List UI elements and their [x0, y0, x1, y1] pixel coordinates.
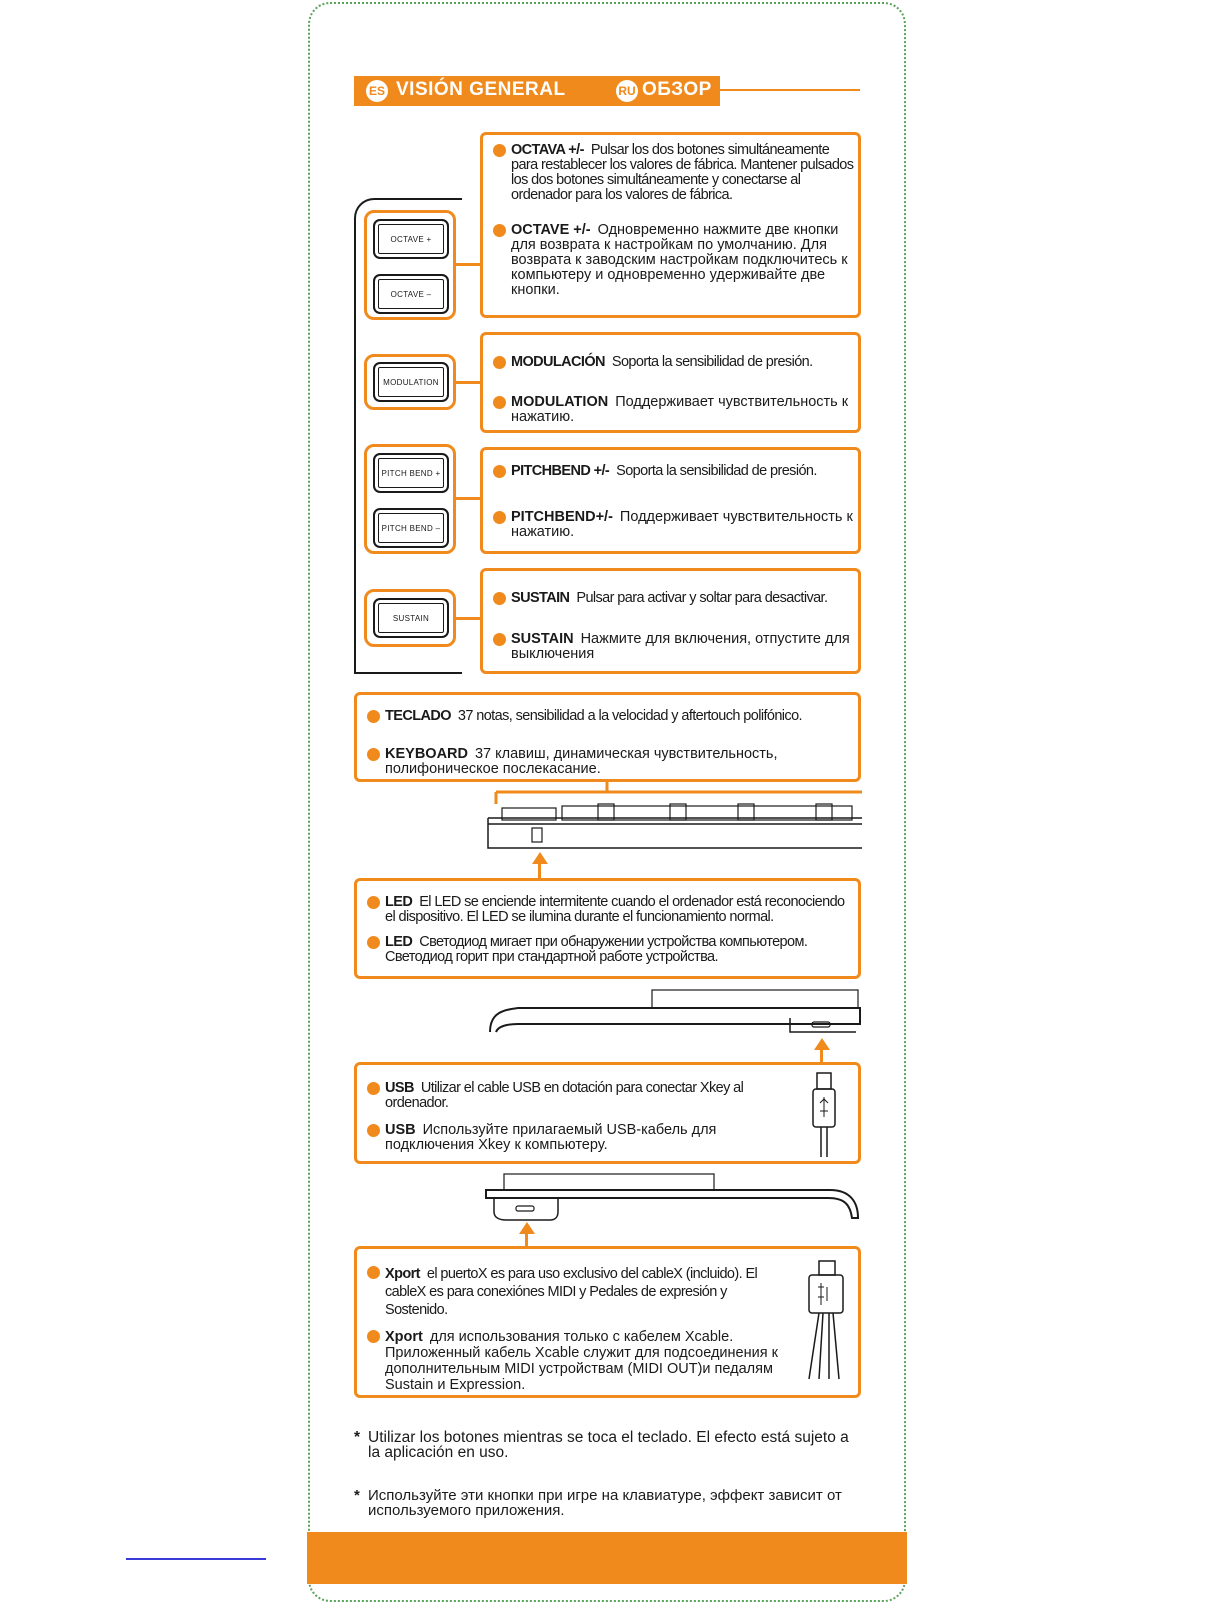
bullet-icon: [367, 1266, 380, 1279]
keyboard-top-shape: [504, 1174, 714, 1190]
led-info-box: [354, 878, 861, 979]
footnote-es-text: Utilizar los botones mientras se toca el teclado. El efecto está sujeto a la aplicación en uso.: [368, 1429, 849, 1461]
keyboard-body-shape: [488, 818, 862, 848]
keyboard-info-box: [354, 692, 861, 782]
usb-es-text: Utilizar el cable USB en dotación para conectar Xkey al ordenador.: [385, 1080, 744, 1111]
sustain-info-box: [480, 568, 861, 674]
sustain-connector: [456, 617, 480, 620]
bullet-icon: [493, 592, 506, 605]
pitchbend-ru-text: Поддерживает чувствительность к нажатию.: [511, 509, 853, 540]
octave-info-box: [480, 132, 861, 318]
sustain-ru-item: [493, 632, 854, 662]
keyboard-es-item: [367, 709, 854, 724]
es-language-badge: ES: [366, 80, 388, 102]
keyboard-side-body: [486, 1190, 858, 1218]
keyboard-ru-text: 37 клавиш, динамическая чувствительность, полифоническое послекасание.: [385, 746, 778, 777]
led-arrow-stem: [538, 863, 541, 878]
octave-ru-item: [493, 223, 854, 298]
led-es-term: LED: [385, 894, 413, 910]
pitchbend-ru-term: PITCHBEND+/-: [511, 509, 613, 525]
keyboard-ru-item: [367, 747, 854, 777]
keyboard-es-term: TECLADO: [385, 708, 451, 724]
modulation-es-item: [493, 355, 854, 370]
led-es-text: El LED se enciende intermitente cuando el ordenador está reconociendo el dispositivo. El LED se ilumina durante el funcionamiento normal.: [385, 894, 845, 925]
usb-ru-item: [367, 1123, 766, 1153]
keyboard-side-xport-illustration: [484, 1172, 864, 1232]
sustain-es-term: SUSTAIN: [511, 590, 570, 606]
footnote-es-marker: *: [354, 1429, 361, 1446]
xport-ru-item: [367, 1329, 780, 1393]
footnote-es: [354, 1430, 864, 1460]
bullet-icon: [367, 896, 380, 909]
bullet-icon: [367, 1082, 380, 1095]
ru-section-title: ОБЗОР: [642, 79, 712, 100]
bullet-icon: [493, 144, 506, 157]
modulation-info-box: [480, 332, 861, 433]
keyboard-side-body: [490, 1008, 860, 1032]
modulation-connector: [456, 381, 480, 384]
octave-es-term: OCTAVA +/-: [511, 142, 584, 158]
bottom-rule: [126, 1558, 266, 1560]
modulation-ru-item: [493, 395, 854, 425]
pitch-bend-minus-button[interactable]: PITCH BEND –: [373, 508, 449, 548]
keyboard-es-text: 37 notas, sensibilidad a la velocidad y aftertouch polifónico.: [457, 708, 802, 724]
led-ru-item: [367, 935, 854, 965]
octave-plus-button[interactable]: OCTAVE +: [373, 219, 449, 259]
xport-ru-text: для использования только с кабелем Xcable. Приложенный кабель Xcable служит для подсоединения к дополнительным MIDI устройствам (MIDI OUT)и педалям Sustain и Expression.: [385, 1329, 778, 1393]
octave-es-item: [493, 143, 854, 203]
led-ru-term: LED: [385, 934, 413, 950]
section-header: [354, 76, 720, 106]
bullet-icon: [493, 356, 506, 369]
usb-ru-text: Используйте прилагаемый USB-кабель для подключения Xkey к компьютеру.: [385, 1122, 717, 1153]
bullet-icon: [493, 633, 506, 646]
xport-es-term: Xport: [385, 1266, 420, 1282]
keyboard-side-usb-illustration: [484, 988, 864, 1048]
bullet-icon: [367, 1330, 380, 1343]
bullet-icon: [367, 936, 380, 949]
footnote-ru-marker: *: [354, 1487, 360, 1504]
pitchbend-ru-item: [493, 510, 854, 540]
sustain-button-group: [364, 589, 456, 647]
es-section-title: VISIÓN GENERAL: [396, 79, 566, 100]
bullet-icon: [493, 511, 506, 524]
modulation-es-term: MODULACIÓN: [511, 354, 605, 370]
xport-housing: [494, 1198, 558, 1220]
xport-info-box: [354, 1246, 861, 1398]
pitchbend-es-text: Soporta la sensibilidad de presión.: [616, 463, 817, 479]
keyboard-top-shape: [652, 990, 858, 1008]
header-rule: [720, 89, 860, 91]
pitchbend-es-item: [493, 464, 854, 479]
bullet-icon: [367, 710, 380, 723]
xport-arrow-stem: [525, 1233, 528, 1246]
octave-button-group: [364, 210, 456, 320]
footer-bar: [307, 1532, 907, 1584]
sustain-ru-term: SUSTAIN: [511, 631, 574, 647]
modulation-button[interactable]: MODULATION: [373, 362, 449, 402]
usb-info-box: [354, 1062, 861, 1164]
octave-ru-text: Одновременно нажмите две кнопки для возврата к настройкам по умолчанию. Для возврата к заводским настройкам подключитесь к компьютеру и одновременно удерживайте две кнопки.: [511, 222, 848, 298]
led-ru-text: Светодиод мигает при обнаружении устройства компьютером. Светодиод горит при стандартной работе устройства.: [385, 934, 808, 965]
ru-language-badge: RU: [616, 80, 638, 102]
sustain-button[interactable]: SUSTAIN: [373, 598, 449, 638]
octave-connector: [456, 263, 480, 266]
usb-es-item: [367, 1081, 766, 1111]
modulation-ru-term: MODULATION: [511, 394, 609, 410]
sustain-es-text: Pulsar para activar y soltar para desactivar.: [576, 590, 828, 606]
keyboard-ru-term: KEYBOARD: [385, 746, 468, 762]
usb-es-term: USB: [385, 1080, 414, 1096]
keyboard-front-illustration: [486, 782, 862, 852]
modulation-button-group: [364, 354, 456, 410]
pitchbend-es-term: PITCHBEND +/-: [511, 463, 610, 479]
sustain-ru-text: Нажмите для включения, отпустите для выключения: [511, 631, 850, 662]
bullet-icon: [493, 465, 506, 478]
modulation-es-text: Soporta la sensibilidad de presión.: [611, 354, 813, 370]
usb-cable-icon: [805, 1071, 845, 1157]
octave-es-text: Pulsar los dos botones simultáneamente para restablecer los valores de fábrica. Mantener pulsados los dos botones simultáneamente y conectarse al ordenador para los valores de fábrica.: [511, 142, 854, 203]
bullet-icon: [367, 748, 380, 761]
bullet-icon: [493, 224, 506, 237]
bullet-icon: [493, 396, 506, 409]
pitchbend-connector: [456, 497, 480, 500]
xport-ru-term: Xport: [385, 1329, 423, 1345]
pitchbend-button-group: [364, 444, 456, 554]
pitch-bend-plus-button[interactable]: PITCH BEND +: [373, 453, 449, 493]
usb-arrow-stem: [820, 1049, 823, 1062]
led-es-item: [367, 895, 854, 925]
bullet-icon: [367, 1124, 380, 1137]
footnote-ru: [354, 1488, 864, 1518]
xcable-icon: [801, 1257, 857, 1383]
xport-es-text: el puertoX es para uso exclusivo del cableX (incluido). El cableX es para conexiónes MIDI y Pedales de expresión y Sostenido.: [385, 1266, 758, 1318]
led-shape: [532, 828, 542, 842]
octave-ru-term: OCTAVE +/-: [511, 222, 591, 238]
octave-minus-button[interactable]: OCTAVE –: [373, 274, 449, 314]
xport-shape: [516, 1206, 534, 1211]
pitchbend-info-box: [480, 447, 861, 554]
xport-es-item: [367, 1265, 780, 1319]
usb-ru-term: USB: [385, 1122, 416, 1138]
footnote-ru-text: Используйте эти кнопки при игре на клавиатуре, эффект зависит от используемого приложения.: [368, 1487, 842, 1519]
sustain-es-item: [493, 591, 854, 606]
modulation-ru-text: Поддерживает чувствительность к нажатию.: [511, 394, 849, 425]
